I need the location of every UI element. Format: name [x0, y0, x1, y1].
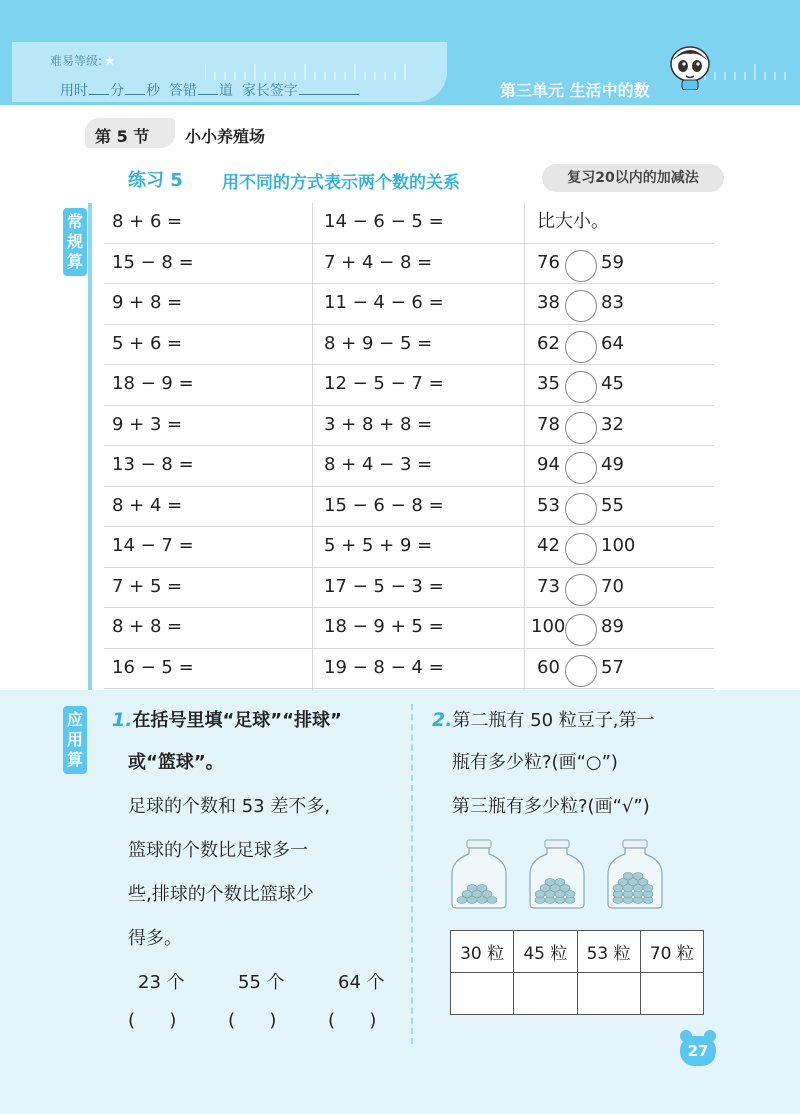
section-number: 第 5 节 — [95, 127, 150, 146]
addition-subtraction-problem[interactable]: 8 + 8 = — [112, 616, 183, 637]
q1-clue-line4: 得多。 — [128, 928, 182, 949]
bean-option-cell: 53 粒 — [577, 931, 640, 973]
compare-right-number: 59 — [601, 251, 624, 273]
mixed-operation-problem[interactable]: 5 + 5 + 9 = — [324, 535, 433, 556]
compare-right-number: 100 — [601, 535, 636, 556]
compare-left-number: 42 — [537, 535, 560, 556]
calc-row — [92, 406, 714, 447]
bean-table-answer-row — [451, 973, 704, 1015]
errors-label: 答错 — [168, 83, 197, 99]
compare-right-number: 45 — [601, 373, 624, 394]
compare-left-number: 53 — [537, 494, 560, 516]
compare-answer-circle[interactable] — [565, 371, 597, 403]
compare-answer-circle[interactable] — [565, 574, 597, 606]
calc-row — [92, 649, 714, 690]
compare-right-number: 70 — [601, 575, 624, 597]
addition-subtraction-problem[interactable]: 15 − 8 = — [112, 251, 194, 273]
meta-line — [60, 80, 360, 100]
compare-left-number: 100 — [531, 616, 566, 637]
bean-answer-cell[interactable] — [514, 973, 577, 1015]
errors-blank[interactable] — [198, 83, 218, 95]
compare-left-number: 60 — [537, 656, 560, 678]
compare-left-number: 78 — [537, 413, 560, 435]
page-number: 27 — [680, 1036, 716, 1066]
q2-line2: 瓶有多少粒?(画“○”) — [452, 752, 618, 773]
q1-option: 23 个 — [138, 972, 185, 993]
errors-unit: 道 — [218, 83, 233, 99]
section-name: 小小养殖场 — [185, 127, 266, 146]
unit-title: 第三单元 生活中的数 — [500, 81, 650, 100]
parent-sign-label: 家长签字 — [241, 83, 298, 99]
row-divider — [104, 688, 714, 689]
compare-answer-circle[interactable] — [565, 331, 597, 363]
bean-count-table — [450, 930, 704, 1015]
second-label: 秒 — [146, 83, 160, 99]
q1-clue-line2: 篮球的个数比足球多一 — [128, 840, 308, 861]
compare-heading: 比大小。 — [537, 211, 609, 232]
side-label-applied: 应用算 — [63, 706, 87, 774]
calc-row — [92, 365, 714, 406]
calc-row — [92, 568, 714, 609]
calc-row — [92, 487, 714, 528]
q1-number: 1. — [112, 709, 133, 731]
calc-row — [92, 608, 714, 649]
calc-row — [92, 203, 714, 244]
mixed-operation-problem[interactable]: 14 − 6 − 5 = — [324, 211, 444, 232]
practice-title: 用不同的方式表示两个数的关系 — [222, 173, 460, 193]
compare-right-number: 55 — [601, 494, 624, 516]
q1-clue-line3: 些,排球的个数比篮球少 — [128, 884, 314, 905]
compare-left-number: 62 — [537, 332, 560, 354]
addition-subtraction-problem[interactable]: 9 + 3 = — [112, 413, 183, 435]
time-label: 用时 — [60, 83, 88, 99]
addition-subtraction-problem[interactable]: 14 − 7 = — [112, 535, 194, 556]
parent-sign-blank[interactable] — [299, 83, 359, 95]
calc-row — [92, 446, 714, 487]
q1-instruction-line2: 或“篮球”。 — [128, 752, 224, 773]
bean-table-header-row — [451, 931, 704, 973]
minute-label: 分 — [110, 83, 124, 99]
mixed-operation-problem[interactable]: 11 − 4 − 6 = — [324, 292, 444, 313]
compare-answer-circle[interactable] — [565, 493, 597, 525]
mixed-operation-problem[interactable]: 7 + 4 − 8 = — [324, 251, 433, 273]
q1-option: 64 个 — [338, 972, 385, 993]
practice-label: 练习 5 — [128, 170, 183, 191]
bean-option-cell: 70 粒 — [640, 931, 703, 973]
mixed-operation-problem[interactable]: 8 + 9 − 5 = — [324, 332, 433, 354]
difficulty-rating — [50, 52, 116, 69]
addition-subtraction-problem[interactable]: 5 + 6 = — [112, 332, 183, 354]
compare-right-number: 49 — [601, 454, 624, 475]
compare-answer-circle[interactable] — [565, 452, 597, 484]
calc-row — [92, 284, 714, 325]
mixed-operation-problem[interactable]: 15 − 6 − 8 = — [324, 494, 444, 516]
q1-line1-text: 在括号里填“足球”“排球” — [132, 710, 342, 731]
compare-answer-circle[interactable] — [565, 614, 597, 646]
addition-subtraction-problem[interactable]: 18 − 9 = — [112, 373, 194, 394]
bean-answer-cell[interactable] — [640, 973, 703, 1015]
compare-right-number: 32 — [601, 413, 624, 435]
q2-line3: 第三瓶有多少粒?(画“√”) — [452, 796, 650, 817]
compare-right-number: 64 — [601, 332, 624, 354]
compare-answer-circle[interactable] — [565, 533, 597, 565]
addition-subtraction-problem[interactable]: 9 + 8 = — [112, 292, 183, 313]
bean-answer-cell[interactable] — [577, 973, 640, 1015]
side-label-regular: 常规算 — [63, 208, 87, 276]
difficulty-label: 难易等级: — [50, 54, 103, 68]
addition-subtraction-problem[interactable]: 16 − 5 = — [112, 656, 194, 678]
bean-jar-2-icon — [526, 838, 588, 910]
compare-left-number: 38 — [537, 292, 560, 313]
compare-answer-circle[interactable] — [565, 655, 597, 687]
q2-line1 — [432, 706, 655, 732]
q1-answer-blank[interactable]: ( ) — [228, 1010, 277, 1031]
addition-subtraction-problem[interactable]: 7 + 5 = — [112, 575, 183, 597]
calc-row — [92, 325, 714, 366]
compare-answer-circle[interactable] — [565, 412, 597, 444]
compare-right-number: 83 — [601, 292, 624, 313]
bean-option-cell: 30 粒 — [451, 931, 514, 973]
calculation-grid — [88, 203, 718, 693]
mascot-icon — [668, 40, 712, 90]
bean-answer-cell[interactable] — [451, 973, 514, 1015]
compare-left-number: 73 — [537, 575, 560, 597]
q2-line1-text: 第二瓶有 50 粒豆子,第一 — [452, 710, 655, 731]
bean-jar-1-icon — [448, 838, 510, 910]
section-heading — [85, 118, 275, 148]
calc-row — [92, 527, 714, 568]
q1-answer-blank[interactable]: ( ) — [128, 1010, 177, 1031]
mixed-operation-problem[interactable]: 12 − 5 − 7 = — [324, 373, 444, 394]
q1-clue-line1: 足球的个数和 53 差不多, — [128, 796, 331, 817]
bean-option-cell: 45 粒 — [514, 931, 577, 973]
q2-number: 2. — [432, 709, 453, 731]
q1-instruction-line1 — [112, 706, 342, 732]
compare-left-number: 76 — [537, 251, 560, 273]
second-blank[interactable] — [125, 83, 145, 95]
compare-left-number: 94 — [537, 454, 560, 475]
mixed-operation-problem[interactable]: 17 − 5 − 3 = — [324, 575, 444, 597]
compare-right-number: 57 — [601, 656, 624, 678]
compare-left-number: 35 — [537, 373, 560, 394]
compare-answer-circle[interactable] — [565, 250, 597, 282]
q1-answer-blank[interactable]: ( ) — [328, 1010, 377, 1031]
addition-subtraction-problem[interactable]: 8 + 6 = — [112, 211, 183, 232]
q1-option: 55 个 — [238, 972, 285, 993]
compare-right-number: 89 — [601, 616, 624, 637]
compare-answer-circle[interactable] — [565, 290, 597, 322]
minute-blank[interactable] — [89, 83, 109, 95]
addition-subtraction-problem[interactable]: 8 + 4 = — [112, 494, 183, 516]
mixed-operation-problem[interactable]: 19 − 8 − 4 = — [324, 656, 444, 678]
mixed-operation-problem[interactable]: 3 + 8 + 8 = — [324, 413, 433, 435]
page-header — [0, 0, 800, 105]
mixed-operation-problem[interactable]: 8 + 4 − 3 = — [324, 454, 433, 475]
mixed-operation-problem[interactable]: 18 − 9 + 5 = — [324, 616, 444, 637]
review-tag: 复习20以内的加减法 — [542, 164, 724, 192]
addition-subtraction-problem[interactable]: 13 − 8 = — [112, 454, 194, 475]
star-icon: ★ — [104, 54, 116, 69]
bean-jar-3-icon — [604, 838, 666, 910]
calc-row — [92, 244, 714, 285]
